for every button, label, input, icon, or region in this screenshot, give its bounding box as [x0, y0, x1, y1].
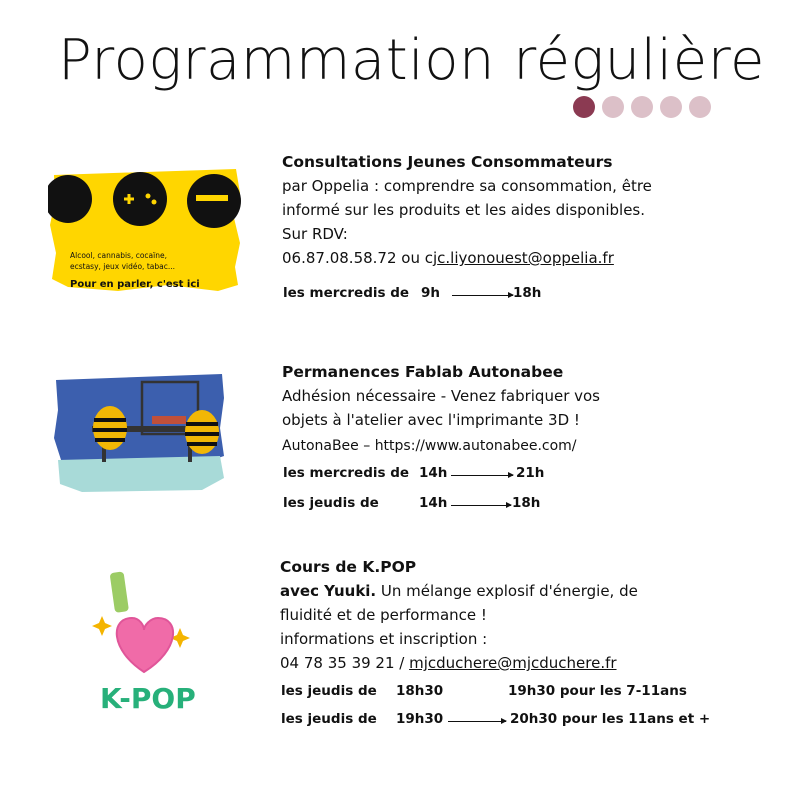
description-line: Adhésion nécessaire - Venez fabriquer vos — [282, 387, 600, 405]
section-title: Cours de K.POP — [280, 558, 417, 576]
arrow-icon — [452, 295, 513, 296]
dot-5 — [689, 96, 711, 118]
kpop-heart-illustration — [88, 566, 208, 722]
description-line: informations et inscription : — [280, 630, 488, 648]
description-line: informé sur les produits et les aides disponibles. — [282, 201, 646, 219]
consumption-illustration-line-1: Alcool, cannabis, cocaïne, — [70, 251, 167, 260]
description-line: Sur RDV: — [282, 225, 348, 243]
description-line — [280, 579, 638, 603]
separator: / — [394, 654, 410, 672]
schedule-end: 18h — [513, 285, 542, 301]
website-line[interactable]: AutonaBee – https://www.autonabee.com/ — [282, 438, 577, 454]
schedule-row — [283, 495, 613, 515]
schedule-label: les jeudis de — [281, 683, 377, 699]
schedule-label: les mercredis de — [283, 285, 410, 301]
schedule-start: 19h30 — [396, 711, 444, 727]
consumption-illustration-line-3: Pour en parler, c'est ici — [70, 279, 200, 290]
schedule-start: 18h30 — [396, 683, 444, 699]
schedule-start: 9h — [421, 285, 441, 301]
intro-text: Un mélange explosif d'énergie, de — [376, 582, 638, 600]
schedule-row — [281, 683, 721, 703]
section-title: Consultations Jeunes Consommateurs — [282, 153, 613, 171]
schedule-end: 19h30 pour les 7-11ans — [508, 683, 687, 699]
section-title: Permanences Fablab Autonabee — [282, 363, 564, 381]
section-fablab — [282, 360, 600, 458]
schedule-end: 21h — [516, 465, 545, 481]
schedule-label: les mercredis de — [283, 465, 410, 481]
consumption-illustration-line-2: ecstasy, jeux vidéo, tabac... — [70, 262, 175, 271]
section-kpop — [280, 555, 638, 675]
schedule-label: les jeudis de — [283, 495, 379, 511]
schedule-label: les jeudis de — [281, 711, 377, 727]
description-line: fluidité et de performance ! — [280, 606, 487, 624]
instructor-name: avec Yuuki. — [280, 582, 377, 600]
phone-number: 04 78 35 39 21 — [280, 654, 395, 672]
contact-line — [280, 651, 638, 675]
page-title: Programmation régulière — [58, 28, 765, 93]
schedule-row — [281, 711, 721, 731]
dot-4 — [660, 96, 682, 118]
contact-line — [282, 246, 652, 270]
email-link[interactable]: mjcduchere@mjcduchere.fr — [409, 654, 617, 672]
dot-2 — [602, 96, 624, 118]
section-consultations — [282, 150, 652, 270]
schedule-end: 18h — [512, 495, 541, 511]
description-line: par Oppelia : comprendre sa consommation, être — [282, 177, 652, 195]
consumption-illustration — [48, 163, 243, 295]
schedule-start: 14h — [419, 495, 448, 511]
schedule-start: 14h — [419, 465, 448, 481]
email-link[interactable]: c.liyonouest@oppelia.fr — [437, 249, 614, 267]
decorative-dots — [573, 96, 711, 118]
fablab-bees-illustration — [52, 368, 227, 498]
arrow-icon — [451, 475, 513, 476]
dot-1 — [573, 96, 595, 118]
schedule-end: 20h30 pour les 11ans et + — [510, 711, 711, 727]
description-line: objets à l'atelier avec l'imprimante 3D ! — [282, 411, 580, 429]
phone-prefix: 06.87.08.58.72 ou cj — [282, 249, 438, 267]
kpop-illustration-label: K-POP — [100, 682, 196, 715]
arrow-icon — [448, 721, 506, 722]
arrow-icon — [451, 505, 511, 506]
dot-3 — [631, 96, 653, 118]
schedule-row — [283, 285, 613, 305]
schedule-row — [283, 465, 613, 485]
